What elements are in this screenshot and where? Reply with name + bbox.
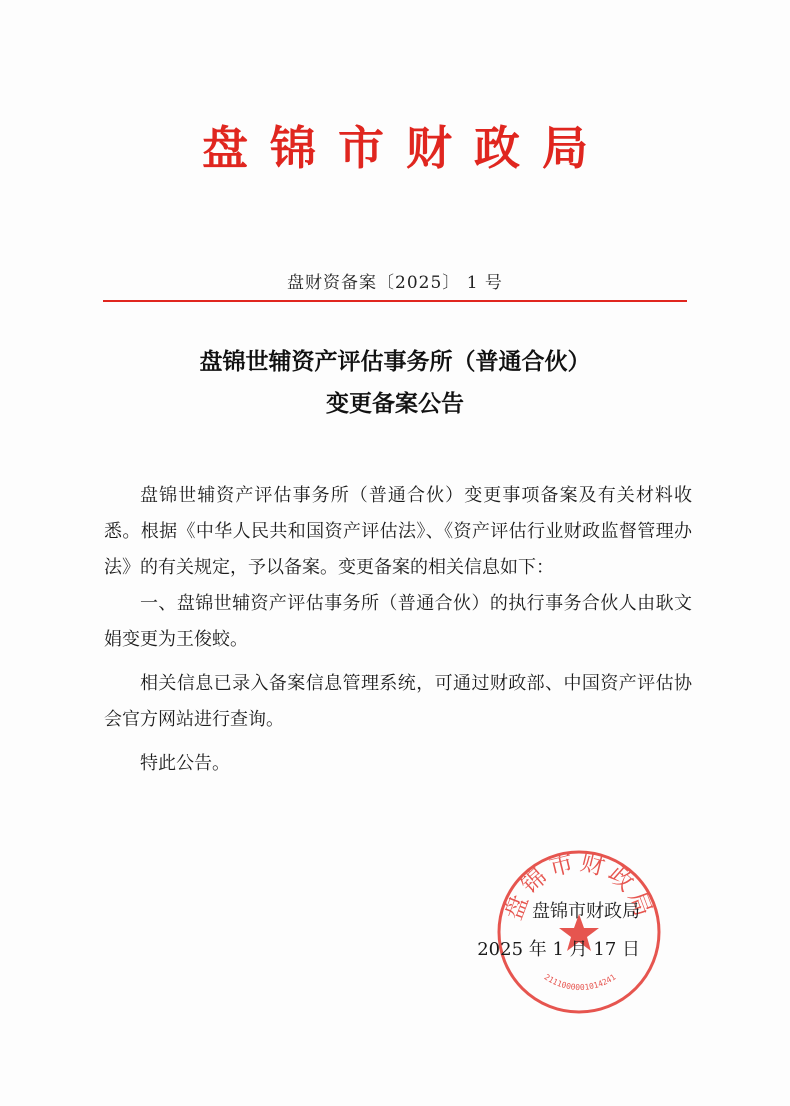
seal-name-text: 盘锦市财政局	[499, 848, 659, 924]
document-number: 盘财资备案〔2025〕 1 号	[287, 273, 503, 293]
signoff-organization: 盘锦市财政局	[532, 901, 640, 922]
signoff-date: 2025 年 1 月 17 日	[477, 939, 640, 960]
header-divider	[103, 300, 687, 302]
body-paragraph-1: 盘锦世辅资产评估事务所（普通合伙）变更事项备案及有关材料收悉。根据《中华人民共和国资产评估法》、《资产评估行业财政监督管理办法》的有关规定，予以备案。变更备案的相关信息如下：	[104, 485, 692, 578]
document-title	[0, 341, 790, 425]
document-body	[104, 478, 692, 790]
title-line-1: 盘锦世辅资产评估事务所（普通合伙）	[199, 349, 591, 375]
body-paragraph-2: 一、盘锦世辅资产评估事务所（普通合伙）的执行事务合伙人由耿文娟变更为王俊蛟。	[104, 593, 692, 650]
body-paragraph-3: 相关信息已录入备案信息管理系统，可通过财政部、中国资产评估协会官方网站进行查询。	[104, 673, 692, 730]
seal-code-text: 2111000001014241	[542, 972, 618, 993]
body-paragraph-4: 特此公告。	[140, 753, 230, 774]
title-line-2: 变更备案公告	[326, 391, 464, 417]
organization-header: 盘锦市财政局	[202, 121, 610, 175]
signoff-block	[440, 893, 640, 969]
